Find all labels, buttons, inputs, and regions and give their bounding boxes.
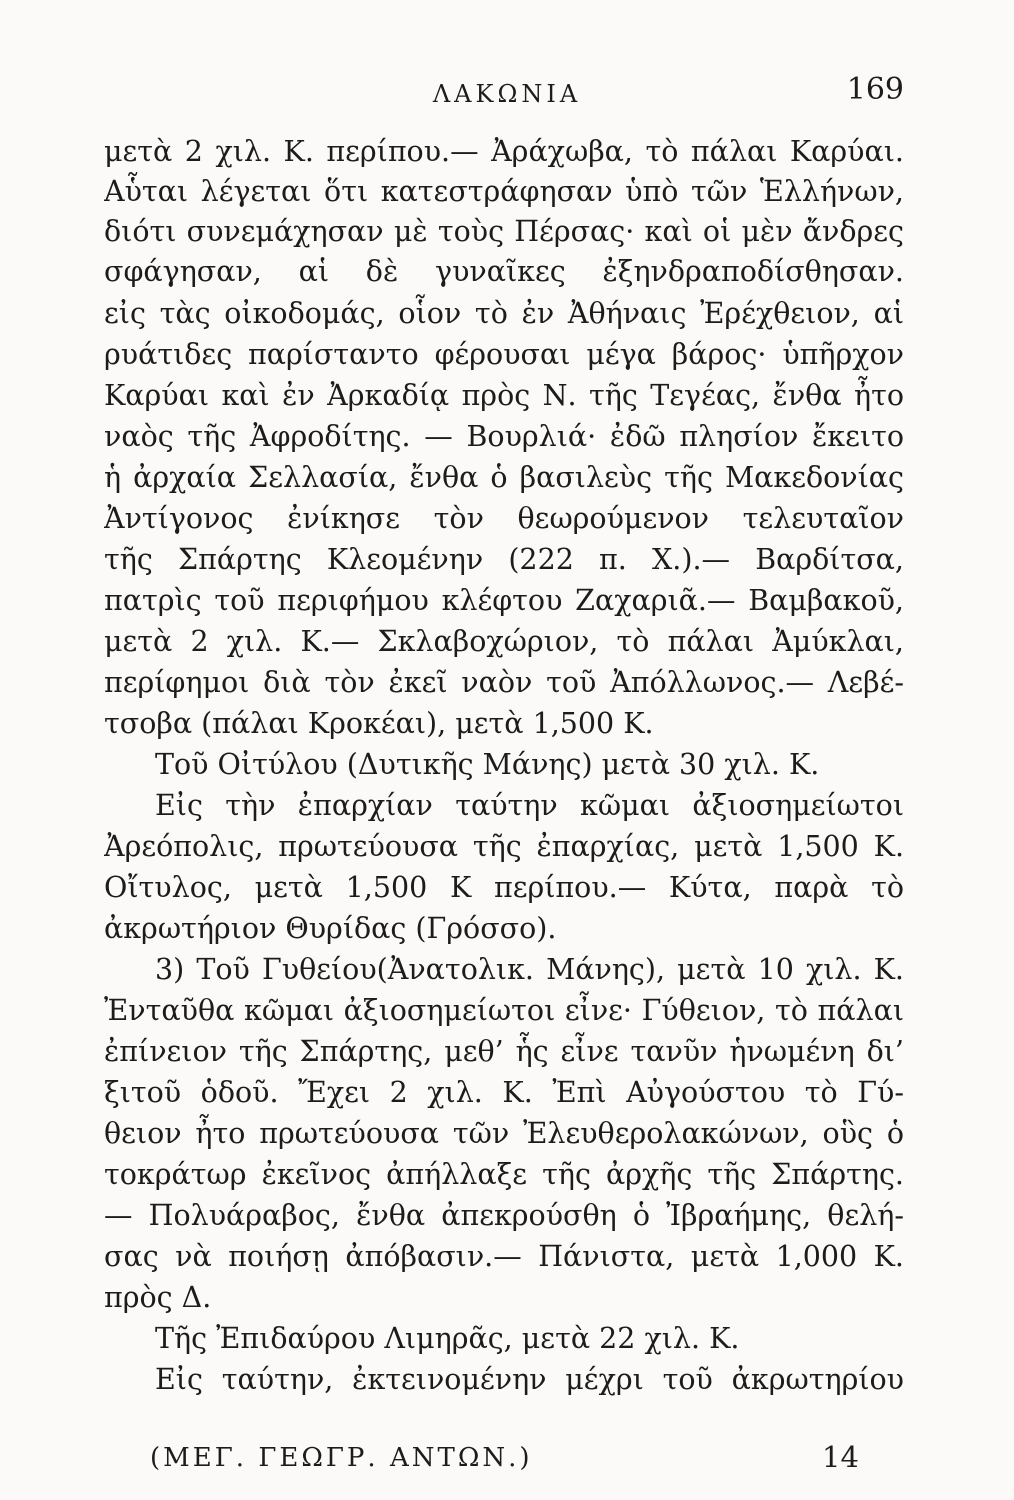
text-line: τῆς Σπάρτης Κλεομένην (222 π. Χ.).— Βαρδίτσα,: [104, 543, 904, 576]
text-line: μετὰ 2 χιλ. Κ. περίπου.— Ἀράχωβα, τὸ πάλαι Καρύαι.: [104, 135, 904, 168]
text-line: τοκράτωρ ἐκεῖνος ἀπήλλαξε τῆς ἀρχῆς τῆς Σπάρτης.: [104, 1158, 904, 1191]
section-heading: 3) Τοῦ Γυθείου(Ἀνατολικ. Μάνης), μετὰ 10 χιλ. Κ.: [155, 953, 904, 986]
text-line: πατρὶς τοῦ περιφήμου κλέφτου Ζαχαριᾶ.— Βαμβακοῦ,: [104, 584, 904, 617]
text-line: πρὸς Δ.: [104, 1281, 212, 1314]
text-line: Εἰς τὴν ἐπαρχίαν ταύτην κῶμαι ἀξιοσημείωτοι: [155, 789, 904, 822]
text-line: μετὰ 2 χιλ. Κ.— Σκλαβοχώριον, τὸ πάλαι Ἀμύκλαι,: [104, 625, 904, 658]
text-line: ἡ ἀρχαία Σελλασία, ἔνθα ὁ βασιλεὺς τῆς Μακεδονίας: [104, 461, 904, 494]
section-heading: Τῆς Ἐπιδαύρου Λιμηρᾶς, μετὰ 22 χιλ. Κ.: [155, 1322, 740, 1355]
text-line: — Πολυάραβος, ἔνθα ἀπεκρούσθη ὁ Ἰβραήμης, θελή-: [104, 1199, 904, 1232]
text-line: διότι συνεμάχησαν μὲ τοὺς Πέρσας· καὶ οἱ μὲν ἄνδρες: [104, 215, 904, 248]
section-heading: Τοῦ Οἰτύλου (Δυτικῆς Μάνης) μετὰ 30 χιλ. Κ.: [155, 748, 820, 781]
text-line: ἐπίνειον τῆς Σπάρτης, μεθ’ ἧς εἶνε τανῦν ἡνωμένη δι’: [104, 1035, 904, 1068]
text-line: ρυάτιδες παρίσταντο φέρουσαι μέγα βάρος· ὑπῆρχον: [104, 338, 904, 371]
text-line: Ἀρεόπολις, πρωτεύουσα τῆς ἐπαρχίας, μετὰ 1,500 Κ.: [104, 830, 904, 863]
printer-signature: (ΜΕΓ. ΓΕΩΓΡ. ΑΝΤΩΝ.): [150, 1443, 533, 1473]
page-number: 169: [846, 72, 904, 107]
text-line: ξιτοῦ ὁδοῦ. Ἔχει 2 χιλ. Κ. Ἐπὶ Αὐγούστου τὸ Γύ-: [104, 1076, 904, 1109]
text-line: Καρύαι καὶ ἐν Ἀρκαδίᾳ πρὸς Ν. τῆς Τεγέας, ἔνθα ἦτο: [104, 379, 904, 412]
text-line: Ἀντίγονος ἐνίκησε τὸν θεωρούμενον τελευταῖον: [104, 502, 904, 535]
text-line: Αὗται λέγεται ὅτι κατεστράφησαν ὑπὸ τῶν Ἑλλήνων,: [104, 175, 904, 208]
text-line: Οἴτυλος, μετὰ 1,500 Κ περίπου.— Κύτα, παρὰ τὸ: [104, 871, 904, 904]
text-line: εἰς τὰς οἰκοδομάς, οἷον τὸ ἐν Ἀθήναις Ἐρέχθειον, αἱ: [104, 297, 904, 330]
text-line: ναὸς τῆς Ἀφροδίτης. — Βουρλιά· ἐδῶ πλησίον ἔκειτο: [104, 420, 904, 453]
sheet-number: 14: [822, 1440, 859, 1474]
text-line: σας νὰ ποιήσῃ ἀπόβασιν.— Πάνιστα, μετὰ 1,000 Κ.: [104, 1240, 904, 1273]
text-line: Ἐνταῦθα κῶμαι ἀξιοσημείωτοι εἶνε· Γύθειον, τὸ πάλαι: [104, 994, 904, 1027]
text-line: σφάγησαν, αἱ δὲ γυναῖκες ἐξηνδραποδίσθησαν.: [104, 255, 904, 288]
running-header: ΛΑΚΩΝΙΑ: [432, 80, 582, 108]
text-line: τσοβα (πάλαι Κροκέαι), μετὰ 1,500 Κ.: [104, 707, 654, 740]
text-line: περίφημοι διὰ τὸν ἐκεῖ ναὸν τοῦ Ἀπόλλωνος.— Λεβέ-: [104, 666, 904, 699]
text-line: Εἰς ταύτην, ἐκτεινομένην μέχρι τοῦ ἀκρωτηρίου: [155, 1363, 904, 1396]
text-line: ἀκρωτήριον Θυρίδας (Γρόσσο).: [104, 912, 557, 945]
text-line: θειον ἦτο πρωτεύουσα τῶν Ἐλευθερολακώνων, οὓς ὁ: [104, 1117, 904, 1150]
